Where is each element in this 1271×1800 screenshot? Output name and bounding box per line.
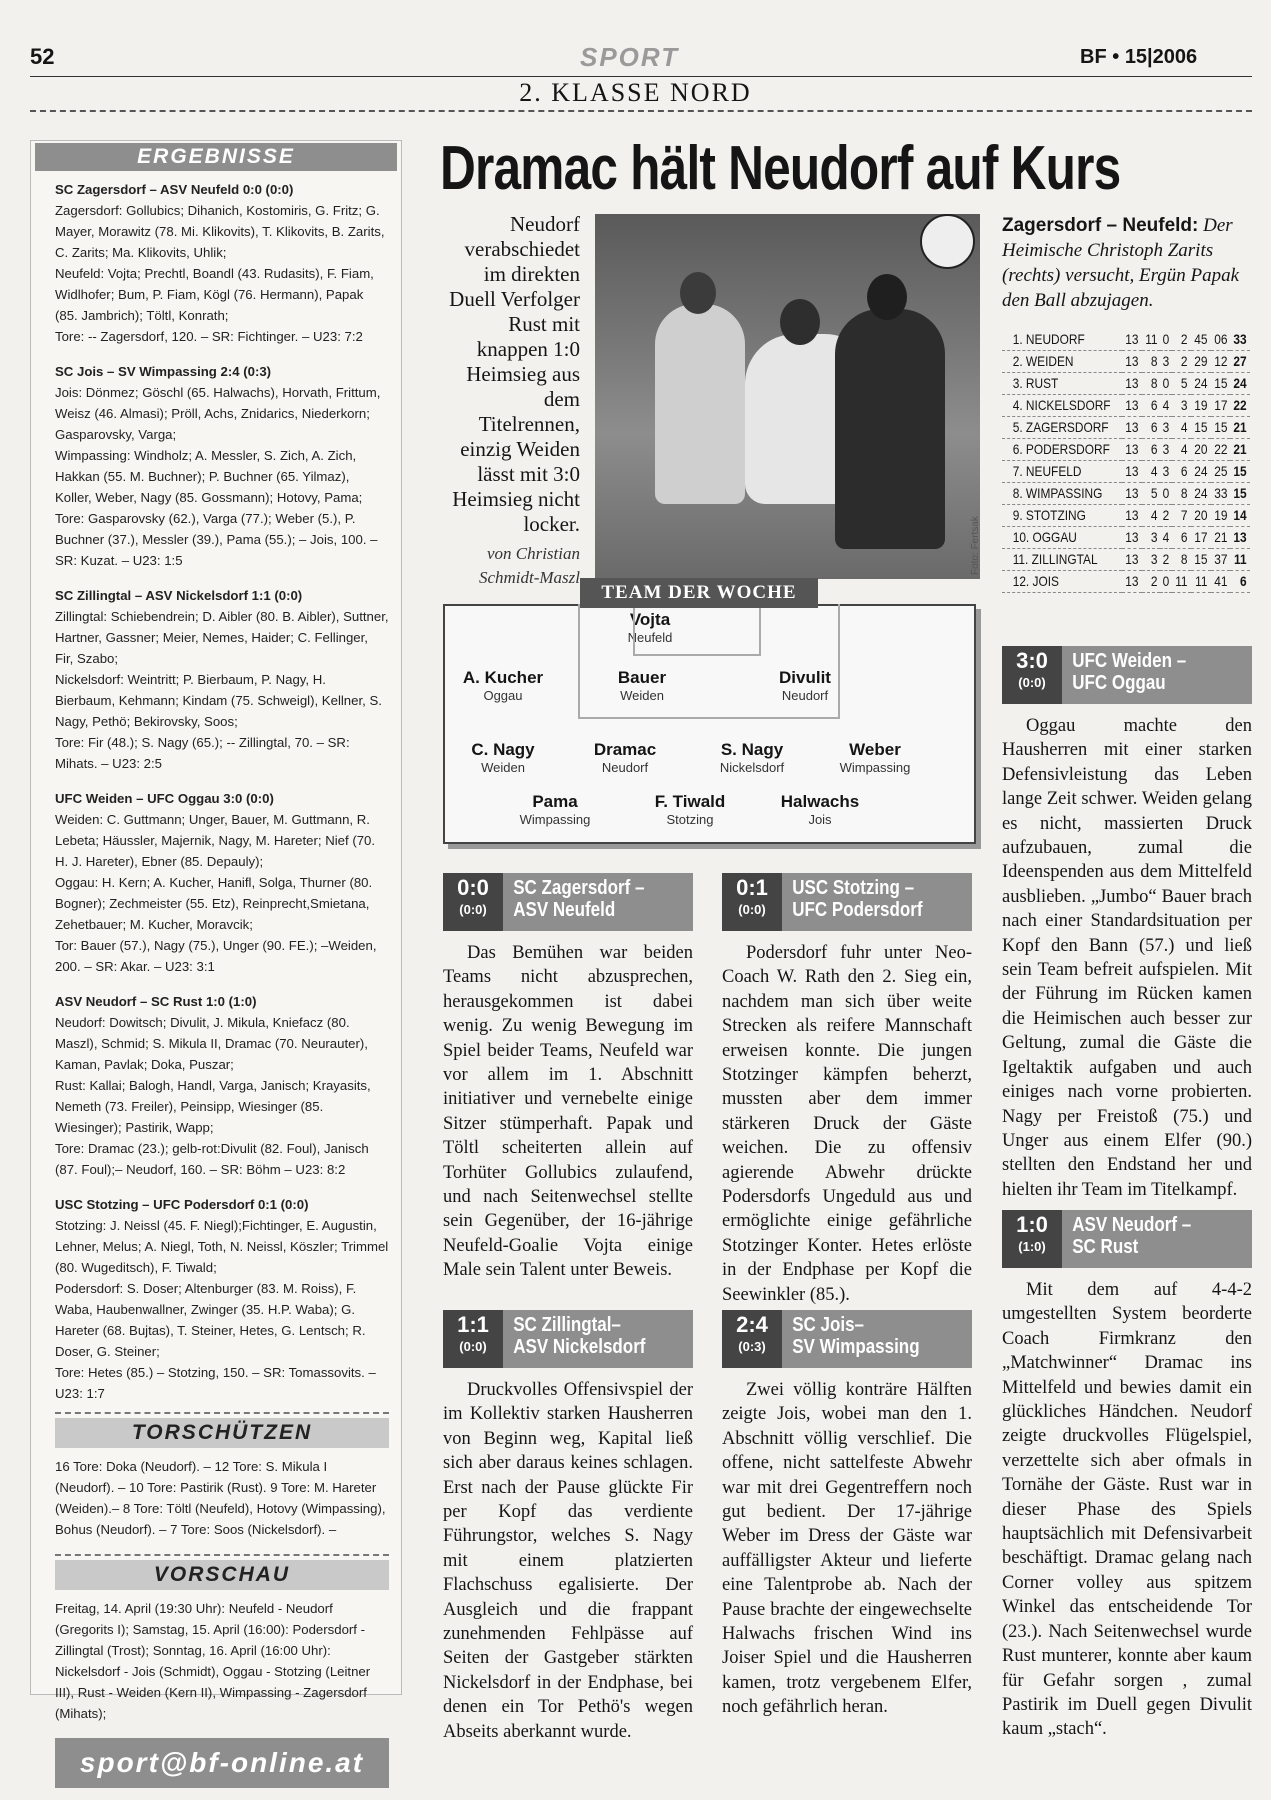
standings-row: [1002, 372, 1250, 394]
team-stat: 13: [1123, 372, 1140, 394]
halftime-score: (0:0): [459, 1339, 487, 1354]
standings-row: [1002, 548, 1250, 570]
player-forward: [750, 792, 890, 827]
player-figure: [655, 304, 745, 504]
match-goals: Tore: Fir (48.); S. Nagy (65.); -- Zillingtal, 70. – SR: Mihats. – U23: 2:5: [55, 735, 350, 771]
team-points: 21: [1232, 438, 1249, 460]
team-stat: 13: [1123, 570, 1140, 592]
team-stat: 24: [1192, 482, 1209, 504]
photo-credit: Foto: Fertsak: [970, 516, 981, 575]
halftime-score: (0:0): [738, 902, 766, 917]
team-stat: 33: [1212, 482, 1229, 504]
lineup-home: Jois: Dönmez; Göschl (65. Halwachs), Horvath, Frittum, Weisz (46. Almasi); Pröll, Achs, Znidarics, Niederkorn; Gasparovsky, Varga;: [55, 385, 381, 442]
team-stat: 3: [1143, 548, 1159, 570]
match-goals: Tore: Hetes (85.) – Stotzing, 150. – SR: Tomassovits. – U23: 1:7: [55, 1365, 376, 1401]
match-report: [443, 1310, 693, 1744]
standings-row: [1002, 328, 1250, 350]
match-result: [55, 179, 389, 347]
match-goals: Tore: -- Zagersdorf, 120. – SR: Fichtinger. – U23: 7:2: [55, 329, 363, 344]
team-stat: 2: [1161, 548, 1171, 570]
team-stat: 13: [1123, 482, 1140, 504]
team-stat: 45: [1192, 328, 1209, 350]
team-stat: 17: [1212, 394, 1229, 416]
team-stat: 2: [1174, 328, 1190, 350]
team-stat: 5: [1143, 482, 1159, 504]
team-stat: 15: [1212, 372, 1229, 394]
team-stat: 13: [1123, 350, 1140, 372]
team-stat: 13: [1123, 438, 1140, 460]
standings-row: [1002, 504, 1250, 526]
team-name: 9. STOTZING: [1011, 504, 1113, 526]
match-report: [1002, 646, 1252, 1202]
team-stat: 3: [1161, 438, 1171, 460]
team-stat: 25: [1212, 460, 1229, 482]
player-club: Oggau: [483, 688, 523, 703]
team-stat: 19: [1212, 504, 1229, 526]
publication-info: BF • 15|2006: [1080, 46, 1198, 68]
team-points: 15: [1232, 482, 1249, 504]
team-stat: 4: [1161, 394, 1171, 416]
team-name: 4. NICKELSDORF: [1011, 394, 1113, 416]
report-text: Zwei völlig konträre Hälften zeigte Jois, wobei man den 1. Abschnitt völlig verschlief. Die offene, nicht sattelfeste Abwehr war mit drei Gegentreffern noch gut bedient. Der 17-jährige Weber im Dress der Gäste war auffälligster Akteur und lieferte eine Talentprobe ab. Nach der Pause brachte der eingewechselte Halwachs frischen Wind ins Joiser Spiel und die Hausherren kamen, trotz vergebenem Elfer, noch gefährlich heran.: [722, 1380, 972, 1718]
match-title: UFC Weiden – UFC Oggau 3:0 (0:0): [55, 791, 274, 806]
team-name: 8. WIMPASSING: [1011, 482, 1113, 504]
player-name: Pama: [532, 792, 578, 811]
match-report: [443, 873, 693, 1283]
caption-lead: Zagersdorf – Neufeld:: [1002, 215, 1199, 236]
team-of-week-title: TEAM DER WOCHE: [580, 578, 818, 608]
team-stat: 0: [1161, 482, 1171, 504]
team-stat: 13: [1123, 328, 1140, 350]
team-stat: 7: [1174, 504, 1190, 526]
team-stat: 13: [1123, 548, 1140, 570]
player-name: A. Kucher: [462, 668, 544, 687]
team-stat: 8: [1143, 350, 1159, 372]
player-club: Stotzing: [666, 812, 714, 827]
lineup-home: Weiden: C. Guttmann; Unger, Bauer, M. Guttmann, R. Lebeta; Häussler, Majernik, Nagy, M. Hareter; Nief (70. H. J. Hareter), Ebner (85. Depauly);: [55, 812, 376, 869]
team-stat: 8: [1143, 372, 1159, 394]
team-name: 1. NEUDORF: [1011, 328, 1113, 350]
player-name: Bauer: [617, 668, 667, 687]
player-club: Wimpassing: [839, 760, 911, 775]
issue-number: 15|2006: [1124, 46, 1198, 68]
team-stat: 8: [1174, 482, 1190, 504]
team-stat: 3: [1174, 394, 1190, 416]
team-stat: 0: [1161, 570, 1171, 592]
report-score: 0:0 (0:0): [443, 873, 503, 931]
report-text: Das Bemühen war beiden Teams nicht abzusprechen, herausgekommen ist dabei wenig. Zu wenig Bewegung im Spiel beider Teams, Neufeld war vor allem im 1. Abschnitt initiativer und vernebelte einige Sitzer stümperhaft. Papak und Töltl scheiterten allein auf Torhüter Gollubics zulaufend, und nach Seitenwechsel stellte sein Gegenüber, der 16-jährige Neufeld-Goalie Vojta einige Male sein Talent unter Beweis.: [443, 943, 693, 1281]
team-name: 2. WEIDEN: [1011, 350, 1113, 372]
match-title: SC Jois – SV Wimpassing 2:4 (0:3): [55, 364, 272, 379]
player-midfielder: [805, 740, 945, 775]
team-stat: 6: [1174, 526, 1190, 548]
team-points: 24: [1232, 372, 1249, 394]
report-score: 1:0 (1:0): [1002, 1210, 1062, 1268]
football-icon: [920, 214, 975, 269]
halftime-score: (0:0): [459, 902, 487, 917]
team-stat: 2: [1161, 504, 1171, 526]
team-stat: 13: [1123, 526, 1140, 548]
player-name: C. Nagy: [471, 740, 535, 759]
team-name: 6. PODERSDORF: [1011, 438, 1113, 460]
player-club: Weiden: [620, 688, 664, 703]
goal-area-lines: [633, 604, 761, 656]
team-stat: 0: [1161, 372, 1171, 394]
player-club: Neudorf: [601, 760, 649, 775]
team-stat: 11: [1192, 570, 1209, 592]
standings-table: [1002, 328, 1250, 593]
team-stat: 11: [1174, 570, 1190, 592]
standings-row: [1002, 438, 1250, 460]
halftime-score: (0:3): [738, 1339, 766, 1354]
lineup-away: Podersdorf: S. Doser; Altenburger (83. M. Roiss), F. Waba, Haubenwallner, Zwinger (35. H.P. Waba); G. Hareter (68. Bujtas), T. Steiner, Hetes, G. Lentsch; R. Doser, G. Steiner;: [55, 1281, 366, 1359]
team-stat: 15: [1192, 548, 1209, 570]
match-result: [55, 1194, 389, 1404]
report-header: [1002, 1210, 1252, 1268]
article-headline: Dramac hält Neudorf auf Kurs: [440, 134, 1121, 203]
report-score: 0:1 (0:0): [722, 873, 782, 931]
match-goals: Tore: Gasparovsky (62.), Varga (77.); Weber (5.), P. Buchner (37.), Messler (39.), Pama (55.); – Jois, 100. – SR: Kuzat. – U23: 1:5: [55, 511, 378, 568]
team-stat: 2: [1174, 350, 1190, 372]
match-title: ASV Neudorf – SC Rust 1:0 (1:0): [55, 994, 257, 1009]
team-stat: 4: [1161, 526, 1171, 548]
player-midfielder: [682, 740, 822, 775]
player-club: Jois: [808, 812, 832, 827]
match-goals: Tor: Bauer (57.), Nagy (75.), Unger (90. FE.); –Weiden, 200. – SR: Akar. – U23: 3:1: [55, 938, 377, 974]
match-photo: [595, 214, 980, 579]
team-stat: 6: [1143, 416, 1159, 438]
page-number: 52: [30, 44, 55, 69]
player-club: Weiden: [481, 760, 525, 775]
match-report: [722, 873, 972, 1307]
team-points: 27: [1232, 350, 1249, 372]
team-stat: 3: [1143, 526, 1159, 548]
photo-caption: [1002, 213, 1252, 313]
team-stat: 29: [1192, 350, 1209, 372]
player-name: Divulit: [779, 668, 831, 687]
team-stat: 5: [1174, 372, 1190, 394]
report-teams: SC Zillingtal– ASV Nickelsdorf: [513, 1314, 646, 1358]
report-score: 1:1 (0:0): [443, 1310, 503, 1368]
team-stat: 3: [1161, 416, 1171, 438]
lineup-away: Wimpassing: Windholz; A. Messler, S. Zich, A. Zich, Hakkan (55. M. Buchner); P. Buchner (65. Yilmaz), Koller, Weber, Nagy (85. Gossmann); Hotovy, Pama;: [55, 448, 363, 505]
match-title: SC Zillingtal – ASV Nickelsdorf 1:1 (0:0): [55, 588, 303, 603]
article-intro: Neudorf verabschiedet im direkten Duell Verfolger Rust mit knappen 1:0 Heimsieg aus dem Titelrennen, einzig Weiden lässt mit 3:0 Heimsieg nicht locker.: [449, 212, 580, 536]
report-teams: SC Jois– SV Wimpassing: [792, 1314, 920, 1358]
team-stat: 2: [1143, 570, 1159, 592]
team-name: 12. JOIS: [1011, 570, 1113, 592]
article-byline: von Christian Schmidt-Maszl: [478, 544, 580, 587]
team-stat: 6: [1143, 438, 1159, 460]
team-stat: 11: [1143, 328, 1159, 350]
halftime-score: (0:0): [1018, 675, 1046, 690]
divider: [55, 1554, 389, 1556]
lineup-home: Zillingtal: Schiebendrein; D. Aibler (80. B. Aibler), Suttner, Hartner, Gassner; Meier, Nemes, Haider; C. Fellinger, Fir, Szabo;: [55, 609, 389, 666]
league-title: 2. KLASSE NORD: [519, 78, 752, 107]
team-points: 33: [1232, 328, 1249, 350]
results-heading: ERGEBNISSE: [35, 143, 397, 171]
team-stat: 24: [1192, 372, 1209, 394]
player-club: Nickelsdorf: [719, 760, 785, 775]
lineup-away: Neufeld: Vojta; Prechtl, Boandl (43. Rudasits), F. Fiam, Widlhofer; Bum, P. Fiam, Kögl (76. Hermann), Papak (85. Jambrich); Töltl, Konrath;: [55, 266, 374, 323]
match-report: [722, 1310, 972, 1720]
team-points: 11: [1232, 548, 1249, 570]
results-sidebar: [30, 140, 402, 1778]
team-stat: 15: [1192, 416, 1209, 438]
team-points: 22: [1232, 394, 1249, 416]
team-name: 7. NEUFELD: [1011, 460, 1113, 482]
match-result: [55, 788, 389, 977]
contact-email[interactable]: sport@bf-online.at: [55, 1738, 389, 1788]
report-text: Oggau machte den Hausherren mit einer starken Defensivleistung das Leben lange Zeit schwer. Weiden gelang es nicht, massierten Druck aufzubauen, zumal die Ideenspenden aus dem Mittelfeld ausblieben. „Jumbo“ Bauer brach nach einer Standardsituation per Kopf den Bann (57.) und ließ sein Team befreit aufspielen. Mit der Führung im Rücken kamen die Heimischen auch besser zur Geltung, zumal die Gäste die Igeltaktik aufgaben und auch einiges nach vorne probierten. Nagy per Freistoß (75.) und Unger aus einem Elfer (90.) stellten den Endstand her und hielten ihr Team im Titelkampf.: [1002, 716, 1252, 1200]
lineup-away: Rust: Kallai; Balogh, Handl, Varga, Janisch; Krayasits, Nemeth (73. Freiler), Peinsipp, Wiesinger (85. Wiesinger); Pastirik, Wapp;: [55, 1078, 371, 1135]
standings-row: [1002, 526, 1250, 548]
team-stat: 21: [1212, 526, 1229, 548]
standings-row: [1002, 394, 1250, 416]
player-forward: [485, 792, 625, 827]
team-stat: 12: [1212, 350, 1229, 372]
team-stat: 13: [1123, 504, 1140, 526]
team-stat: 6: [1174, 460, 1190, 482]
player-name: Vojta: [629, 610, 671, 629]
player-defender: [433, 668, 573, 703]
report-teams: UFC Weiden – UFC Oggau: [1072, 650, 1187, 694]
standings-row: [1002, 350, 1250, 372]
lineup-home: Stotzing: J. Neissl (45. F. Niegl);Fichtinger, E. Augustin, Lehner, Melus; A. Niegl, Toth, N. Neissl, Köszler; Trimmel (80. Wugeditsch), F. Tiwald;: [55, 1218, 389, 1275]
team-stat: 13: [1123, 394, 1140, 416]
halftime-score: (1:0): [1018, 1239, 1046, 1254]
team-stat: 13: [1123, 416, 1140, 438]
report-teams: USC Stotzing – UFC Podersdorf: [792, 877, 923, 921]
team-stat: 3: [1161, 350, 1171, 372]
team-points: 13: [1232, 526, 1249, 548]
lineup-away: Nickelsdorf: Weintritt; P. Bierbaum, P. Nagy, H. Bierbaum, Kehmann; Kindam (75. Schweigl), Kellner, S. Nagy, Pethö; Bekirovsky, Soos;: [55, 672, 382, 729]
team-stat: 8: [1174, 548, 1190, 570]
match-result: [55, 361, 389, 571]
team-stat: 4: [1143, 504, 1159, 526]
player-midfielder: [555, 740, 695, 775]
report-header: [1002, 646, 1252, 704]
report-text: Mit dem auf 4-4-2 umgestellten System beorderte Coach Firmkranz den „Matchwinner“ Dramac ins Mittelfeld und bewies damit ein glückliches Händchen. Neudorf zeigte druckvolles Flügelspiel, verzettelte sich aber ofmals in Tornähe der Gäste. Rust war in dieser Phase des Spiels hauptsächlich mit Defensivarbeit beschäftigt. Dramac gelang nach Corner volley aus spitzem Winkel das entscheidende Tor (23.). Nach Seitenwechsel wurde Rust munterer, konnte aber kaum für Gefahr sorgen , zumal Pastirik im Duell gegen Divulit kaum „stach“.: [1002, 1280, 1252, 1740]
team-points: 14: [1232, 504, 1249, 526]
team-stat: 41: [1212, 570, 1229, 592]
team-stat: 0: [1161, 328, 1171, 350]
match-title: USC Stotzing – UFC Podersdorf 0:1 (0:0): [55, 1197, 309, 1212]
team-points: 21: [1232, 416, 1249, 438]
player-head: [680, 272, 716, 314]
preview-text: Freitag, 14. April (19:30 Uhr): Neufeld - Neudorf (Gregorits I); Samstag, 15. April (16:00): Podersdorf - Zillingtal (Trost); Sonntag, 16. April (16:00 Uhr): Nickelsdorf - Jois (Schmidt), Oggau - Stotzing (Leitner III), Rust - Weiden (Kern II), Wimpassing - Zagersdorf (Mihats);: [55, 1601, 371, 1721]
team-stat: 24: [1192, 460, 1209, 482]
publication-name: BF: [1080, 46, 1107, 68]
team-name: 10. OGGAU: [1011, 526, 1113, 548]
team-stat: 37: [1212, 548, 1229, 570]
match-goals: Tore: Dramac (23.); gelb-rot:Divulit (82. Foul), Janisch (87. Foul);– Neudorf, 160. – SR: Böhm – U23: 8:2: [55, 1141, 369, 1177]
scorers-text: 16 Tore: Doka (Neudorf). – 12 Tore: S. Mikula I (Neudorf). – 10 Tore: Pastirik (Rust). 9 Tore: M. Hareter (Weiden).– 8 Tore: Töltl (Neufeld), Hotovy (Wimpassing), Bohus (Neudorf). – 7 Tore: Soos (Nickelsdorf). –: [55, 1459, 386, 1537]
report-score: 2:4 (0:3): [722, 1310, 782, 1368]
team-stat: 20: [1192, 504, 1209, 526]
preview-heading: VORSCHAU: [55, 1560, 389, 1590]
standings-row: [1002, 416, 1250, 438]
divider: [55, 1412, 389, 1414]
report-header: [722, 1310, 972, 1368]
team-stat: 6: [1143, 394, 1159, 416]
team-stat: 17: [1192, 526, 1209, 548]
header-rule: [30, 76, 1252, 77]
player-head: [867, 274, 907, 320]
report-header: [443, 1310, 693, 1368]
report-score: 3:0 (0:0): [1002, 646, 1062, 704]
player-name: Weber: [849, 740, 901, 759]
results-list: [31, 173, 401, 1788]
match-result: [55, 991, 389, 1180]
team-stat: 13: [1123, 460, 1140, 482]
team-stat: 15: [1212, 416, 1229, 438]
match-title: SC Zagersdorf – ASV Neufeld 0:0 (0:0): [55, 182, 294, 197]
team-stat: 4: [1143, 460, 1159, 482]
report-teams: ASV Neudorf – SC Rust: [1072, 1214, 1192, 1258]
player-midfielder: [433, 740, 573, 775]
header-divider: [30, 110, 1252, 112]
player-club: Neufeld: [627, 630, 673, 645]
report-header: [722, 873, 972, 931]
standings-row: [1002, 482, 1250, 504]
player-name: Halwachs: [780, 792, 860, 811]
match-result: [55, 585, 389, 774]
team-name: 11. ZILLINGTAL: [1011, 548, 1113, 570]
section-title: SPORT: [580, 42, 680, 72]
match-report: [1002, 1210, 1252, 1742]
report-header: [443, 873, 693, 931]
player-name: F. Tiwald: [654, 792, 726, 811]
team-name: 3. RUST: [1011, 372, 1113, 394]
report-text: Druckvolles Offensivspiel der im Kollektiv starken Hausherren von Beginn weg, Kapital ließ sich aber daraus keines schlagen. Erst nach der Pause glückte Fir per Kopf das verdiente Führungstor, welches S. Nagy mit einem platzierten Flachschuss egalisierte. Der Ausgleich und die frappant zunehmenden Fehlpässe auf Seiten der Gastgeber stärkten Nickelsdorf in der Endphase, bei denen ein Tor Pethö's wegen Abseits aberkannt wurde.: [443, 1380, 693, 1742]
player-head: [780, 299, 820, 345]
report-teams: SC Zagersdorf – ASV Neufeld: [513, 877, 645, 921]
team-points: 6: [1232, 570, 1249, 592]
player-forward: [620, 792, 760, 827]
team-stat: 4: [1174, 438, 1190, 460]
team-stat: 06: [1212, 328, 1229, 350]
team-stat: 22: [1212, 438, 1229, 460]
team-stat: 20: [1192, 438, 1209, 460]
standings-row: [1002, 460, 1250, 482]
player-figure: [835, 309, 945, 549]
team-points: 15: [1232, 460, 1249, 482]
team-name: 5. ZAGERSDORF: [1011, 416, 1113, 438]
team-stat: 3: [1161, 460, 1171, 482]
player-club: Wimpassing: [519, 812, 591, 827]
team-stat: 4: [1174, 416, 1190, 438]
report-text: Podersdorf fuhr unter Neo-Coach W. Rath den 2. Sieg ein, nachdem man sich über weite Strecken als reifere Mannschaft erweisen konnte. Die jungen Stotzinger kämpfen beherzt, mussten aber dem immer stärkeren Druck der Gäste weichen. Die zu offensiv agierende Abwehr drückte Podersdorfs Ungeduld aus und ermöglichte einige gefährliche Stotzinger Konter. Hetes erlöste in der Endphase per Kopf die Seewinkler (85.).: [722, 943, 972, 1305]
scorers-heading: TORSCHÜTZEN: [55, 1418, 389, 1448]
player-name: S. Nagy: [720, 740, 784, 759]
caption-text: Der Heimische Christoph Zarits (rechts) versucht, Ergün Papak den Ball abzujagen.: [1002, 215, 1240, 311]
player-club: Neudorf: [781, 688, 829, 703]
standings-row: [1002, 570, 1250, 592]
lineup-away: Oggau: H. Kern; A. Kucher, Hanifl, Solga, Thurner (80. Bogner); Zechmeister (55. Etz), Reinprecht,Smietana, Zehetbauer; M. Kucher, Moravcik;: [55, 875, 373, 932]
player-name: Dramac: [593, 740, 657, 759]
team-stat: 19: [1192, 394, 1209, 416]
lineup-home: Neudorf: Dowitsch; Divulit, J. Mikula, Kniefacz (80. Maszl), Schmid; S. Mikula II, Dramac (70. Neurauter), Kaman, Pavlak; Doka, Puszar;: [55, 1015, 368, 1072]
lineup-home: Zagersdorf: Gollubics; Dihanich, Kostomiris, G. Fritz; G. Mayer, Morawitz (78. Mi. Klikovits), T. Klikovits, B. Zarits, C. Zarits; Ma. Klikovits, Uhlik;: [55, 203, 385, 260]
